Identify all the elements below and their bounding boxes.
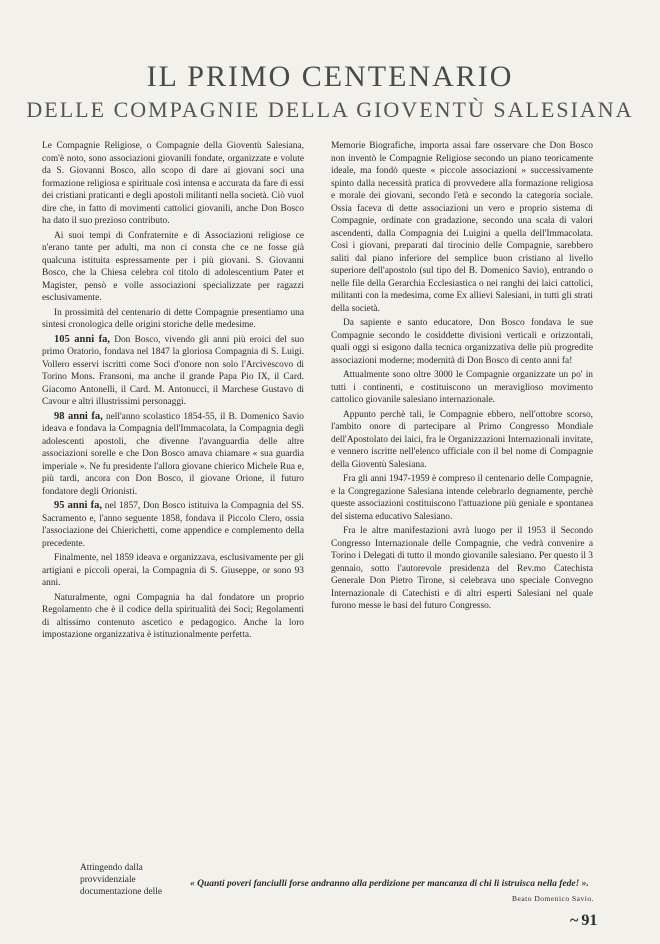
paragraph-lead: 95 anni fa, (54, 500, 102, 511)
paragraph: Fra le altre manifestazioni avrà luogo per il 1953 il Secondo Congresso Internazionale delle Compagnie, che vedrà convenire a Torino i Delegati di tutto il mondo giovanile salesiano. Per questo il 3 gennaio, sotto l'autorevole presidenza del Rev.mo Catechista Generale Don Pietro Tirone, si celebrava uno speciale Convegno Internazionale di Catechisti e di altri esperti Salesiani nel quale furono messe le basi del futuro Congresso. (331, 526, 593, 611)
closing-text: Attingendo dalla provvidenziale documentazione delle (80, 863, 162, 897)
article-title: IL PRIMO CENTENARIO (146, 60, 514, 93)
paragraph: Ai suoi tempi di Confraternite e di Associazioni religiose ce n'erano tante per adulti, ma non ci consta che ce ne fosse già qualcuna istituita espressamente per i più giovani. S. Giovanni Bosco, che la Chiesa celebra col titolo di adolescentium Pater et Magister, pensò e volle associazioni specializzate per ragazzi esclusivamente. (42, 230, 304, 303)
paragraph: Memorie Biografiche, importa assai fare osservare che Don Bosco non inventò le Compagnie Religiose secondo un piano teoricamente ideale, ma fondò queste « piccole associazioni » successivamente spinto dalla necessità pratica di provvedere alla formazione religiosa e morale dei giovani, secondo l'età e secondo la categoria sociale. Ossia faceva di dette associazioni un vero e proprio sistema di Compagnie, ordinate con gradazione, secondo una scala di valori ascendenti, dalla Compagnia dei Luigini a quella dell'Immacolata. Così i giovani, preparati dal tirocinio delle Compagnie, sarebbero saliti dal piano inferiore del semplice buon cristiano al livello superiore dell'apostolo (sul tipo del B. Domenico Savio), entrando o nelle file della Gerarchia Ecclesiastica o nei ranghi dei laici cattolici, militanti con la medesima, come Ex allievi Salesiani, in tutti gli strati della società. (331, 141, 593, 314)
paragraph-text: nel 1857, Don Bosco istituiva la Compagnia del SS. Sacramento e, l'anno seguente 1858, fondava il Piccolo Clero, ossia l'associazione dei Chierichetti, come appendice e complemento della precedente. (42, 501, 304, 549)
page-number-tilde: ~ (570, 912, 579, 929)
paragraph (42, 411, 304, 499)
paragraph-text: Don Bosco, vivendo gli anni più eroici del suo primo Oratorio, fondava nel 1847 la gloriosa Compagnia di S. Luigi. Vollero esservi iscritti come Soci d'onore non solo l'Arcivescovo di Torino Mons. Fransoni, ma anche il grande Papa Pio IX, il Card. Giacomo Antonelli, il Card. M. Antonucci, il Marchese Gustavo di Cavour e altri illustrissimi personaggi. (42, 334, 305, 407)
paragraph-text: nell'anno scolastico 1854-55, il B. Domenico Savio ideava e fondava la Compagnia dell'Immacolata, la Compagnia degli adolescenti apostoli, che divenne l'avanguardia delle altre associazioni sorelle e che Don Bosco amava chiamare « sua guardia imperiale ». Ne fu presidente l'allora giovane chierico Michele Rua e, più tardi, ancora con Don Bosco, il giovane Orione, il futuro fondatore degli Orionisti. (42, 411, 304, 497)
paragraph-lead: 98 anni fa, (54, 410, 103, 422)
paragraph: Naturalmente, ogni Compagnia ha dal fondatore un proprio Regolamento che è il codice della spiritualità dei Soci; Regolamenti di altissimo contenuto ascetico e pedagogico. Anche la loro impostazione organizzativa è istituzionalmente perfetta. (42, 592, 304, 640)
paragraph: Fra gli anni 1947-1959 è compreso il centenario delle Compagnie, e la Congregazione Salesiana intende celebrarlo degnamente, perchè queste associazioni costituiscono l'attuazione più geniale e spontanea del sistema educativo Salesiano. (331, 474, 593, 522)
paragraph-lead: 105 anni fa, (54, 333, 110, 345)
paragraph: Appunto perchè tali, le Compagnie ebbero, nell'ottobre scorso, l'ambito onore di partecipare al Primo Congresso Mondiale dell'Apostolato dei laici, fra le Organizzazioni Internazionali invitate, e vennero iscritte nell'elenco ufficiale con il bel nome di Compagnie della Gioventù Salesiana. (331, 409, 593, 470)
article-subtitle: DELLE COMPAGNIE DELLA GIOVENTÙ SALESIANA (26, 97, 634, 122)
page-number (570, 912, 597, 930)
quote-attribution: Beato Domenico Savio. (512, 894, 594, 903)
paragraph: Attualmente sono oltre 3000 le Compagnie organizzate un po' in tutti i continenti, e costituiscono un meraviglioso movimento cattolico giovanile salesiano internazionale. (331, 370, 593, 405)
paragraph: Finalmente, nel 1859 ideava e organizzava, esclusivamente per gli artigiani e piccoli operai, la Compagnia di S. Giuseppe, or sono 93 anni. (42, 553, 304, 588)
right-column (331, 140, 593, 615)
paragraph: Le Compagnie Religiose, o Compagnie della Gioventù Salesiana, com'è noto, sono associazioni giovanili fondate, organizzate e volute da S. Giovanni Bosco, allo scopo di dare ai giovani soci una formazione religiosa e spirituale così intensa e accurata da fare di essi dei cristiani praticanti e degli apostoli militanti nella società. Ciò vuol dire che, in fatto di movimenti cattolici giovanili, anche Don Bosco ha dato il suo prezioso contributo. (42, 141, 304, 226)
paragraph (42, 334, 304, 409)
paragraph: In prossimità del centenario di dette Compagnie presentiamo una sintesi cronologica delle origini storiche delle medesime. (42, 307, 304, 330)
left-column (42, 140, 304, 644)
page-number-value: 91 (581, 912, 598, 929)
paragraph: Da sapiente e santo educatore, Don Bosco fondava le sue Compagnie secondo le cosiddette divisioni verticali e orizzontali, quali oggi si esigono dalla tecnica organizzativa delle più progredite associazioni moderne; modernità di Don Bosco di cento anni fa! (331, 318, 593, 366)
paragraph (42, 500, 304, 550)
pull-quote: « Quanti poveri fanciulli forse andranno alla perdizione per mancanza di chi li istruisca nella fede! ». (190, 879, 589, 889)
